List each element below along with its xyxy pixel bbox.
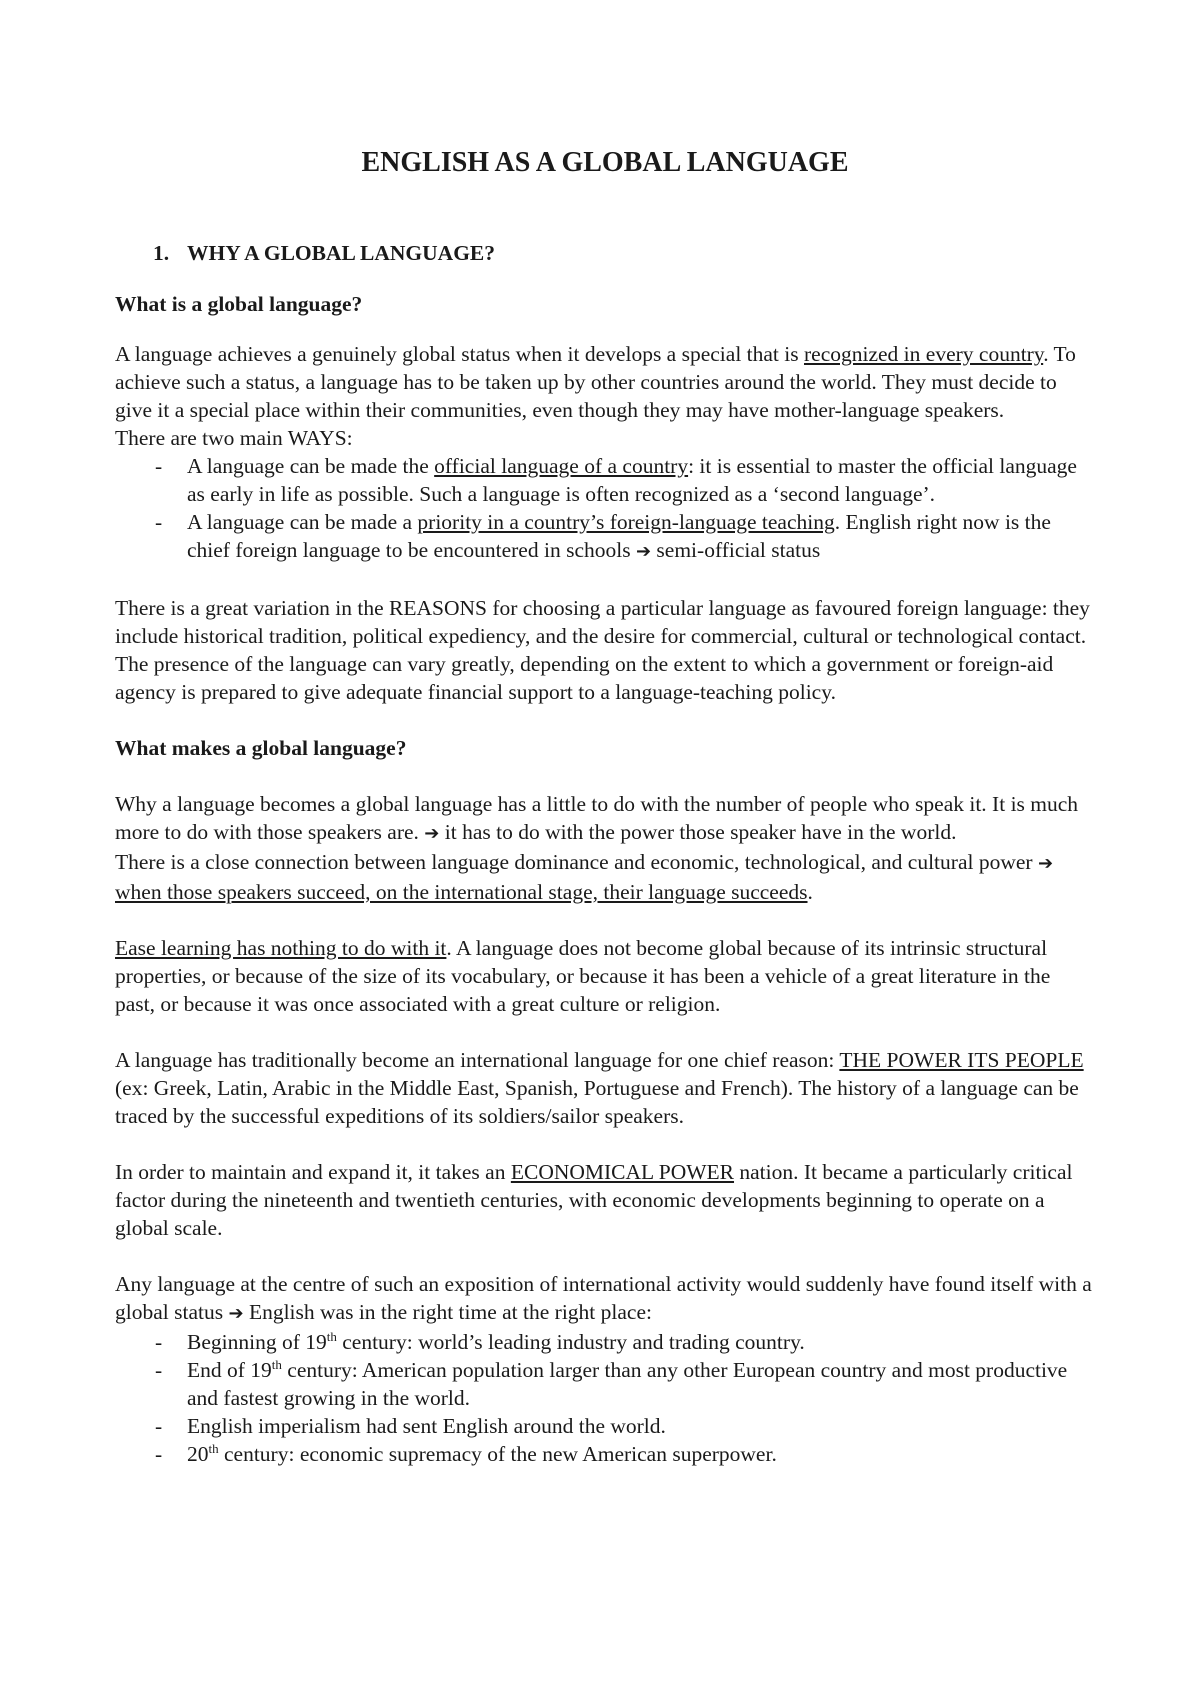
list-item: - A language can be made a priority in a country’s foreign-language teaching. English right now is the chief foreign language to be encountered in schools ➔ semi-official status — [155, 510, 1051, 562]
dash-bullet: - — [155, 1330, 163, 1354]
underlined-phrase: recognized in every country — [804, 342, 1044, 366]
paragraph-two-ways: There are two main WAYS: — [115, 426, 353, 450]
subheading-what-makes: What makes a global language? — [115, 736, 407, 760]
arrow-right-icon: ➔ — [228, 1303, 244, 1324]
document-title: ENGLISH AS A GLOBAL LANGUAGE — [361, 147, 849, 178]
arrow-right-icon: ➔ — [1037, 853, 1054, 874]
underlined-phrase: THE POWER ITS PEOPLE — [839, 1048, 1084, 1072]
section-title: WHY A GLOBAL LANGUAGE? — [187, 241, 496, 265]
dash-bullet: - — [155, 510, 163, 534]
underlined-phrase: when those speakers succeed, on the international stage, their language succeeds — [115, 880, 808, 904]
paragraph-economical-power: In order to maintain and expand it, it takes an ECONOMICAL POWER nation. It became a particularly critical factor during the nineteenth and twentieth centuries, with economic developments beginning to operate on a global scale. — [115, 1160, 1073, 1240]
underlined-phrase: ECONOMICAL POWER — [510, 1160, 735, 1184]
paragraph-reasons: There is a great variation in the REASONS for choosing a particular language as favoured foreign language: they include historical tradition, political expediency, and the desire for commercial, cultural or technological contact. — [115, 596, 1090, 648]
paragraph-why-global: Why a language becomes a global language has a little to do with the number of people who speak it. It is much more to do with those speakers are. ➔ it has to do with the power those speaker have in the world. — [115, 792, 1079, 844]
underlined-phrase: official language of a country — [434, 454, 689, 478]
paragraph-presence: The presence of the language can vary greatly, depending on the extent to which a government or foreign-aid agency is prepared to give adequate financial support to a language-teaching policy. — [115, 652, 1054, 704]
list-item: - Beginning of 19th century: world’s leading industry and trading country. — [155, 1328, 805, 1354]
underlined-phrase: Ease learning has nothing to do with it — [115, 936, 447, 960]
paragraph-right-time: Any language at the centre of such an exposition of international activity would suddenly have found itself with a global status ➔ English was in the right time at the right place: — [115, 1272, 1092, 1324]
list-item: - End of 19th century: American population larger than any other European country and most productive and fastest growing in the world. — [155, 1356, 1068, 1410]
paragraph-global-status: A language achieves a genuinely global status when it develops a special that is recognized in every country. To achieve such a status, a language has to be taken up by other countries around the world. They must decide to give it a special place within their communities, even though they may have mother-language speakers. — [115, 342, 1076, 422]
dash-bullet: - — [155, 1442, 163, 1466]
section-heading-1 — [153, 238, 1095, 268]
list-item: - A language can be made the official language of a country: it is essential to master the official language as early in life as possible. Such a language is often recognized as a ‘second language’. — [155, 454, 1077, 506]
dash-bullet: - — [155, 1414, 163, 1438]
dash-bullet: - — [155, 454, 163, 478]
paragraph-chief-reason: A language has traditionally become an international language for one chief reason: THE POWER ITS PEOPLE (ex: Greek, Latin, Arabic in the Middle East, Spanish, Portuguese and French). The history of a language can be traced by the successful expeditions of its soldiers/sailor speakers. — [115, 1048, 1084, 1128]
list-item: - 20th century: economic supremacy of the new American superpower. — [155, 1440, 777, 1466]
dash-bullet: - — [155, 1358, 163, 1382]
paragraph-ease-learning: Ease learning has nothing to do with it. A language does not become global because of its intrinsic structural properties, or because of the size of its vocabulary, or because it has been a vehicle of a great literature in the past, or because it was once associated with a great culture or religion. — [115, 936, 1051, 1016]
subheading-what-is: What is a global language? — [115, 292, 363, 316]
paragraph-connection: There is a close connection between language dominance and economic, technological, and cultural power ➔ when those speakers succeed, on the international stage, their language succeeds. — [115, 850, 1054, 904]
section-number: 1. — [153, 241, 170, 265]
ways-list — [115, 452, 1095, 566]
list-item: - English imperialism had sent English around the world. — [155, 1414, 666, 1438]
arrow-right-icon: ➔ — [424, 823, 440, 844]
arrow-right-icon: ➔ — [635, 541, 652, 562]
underlined-phrase: priority in a country’s foreign-language teaching — [417, 510, 835, 534]
document-body — [115, 140, 1095, 1468]
history-list — [115, 1328, 1095, 1468]
